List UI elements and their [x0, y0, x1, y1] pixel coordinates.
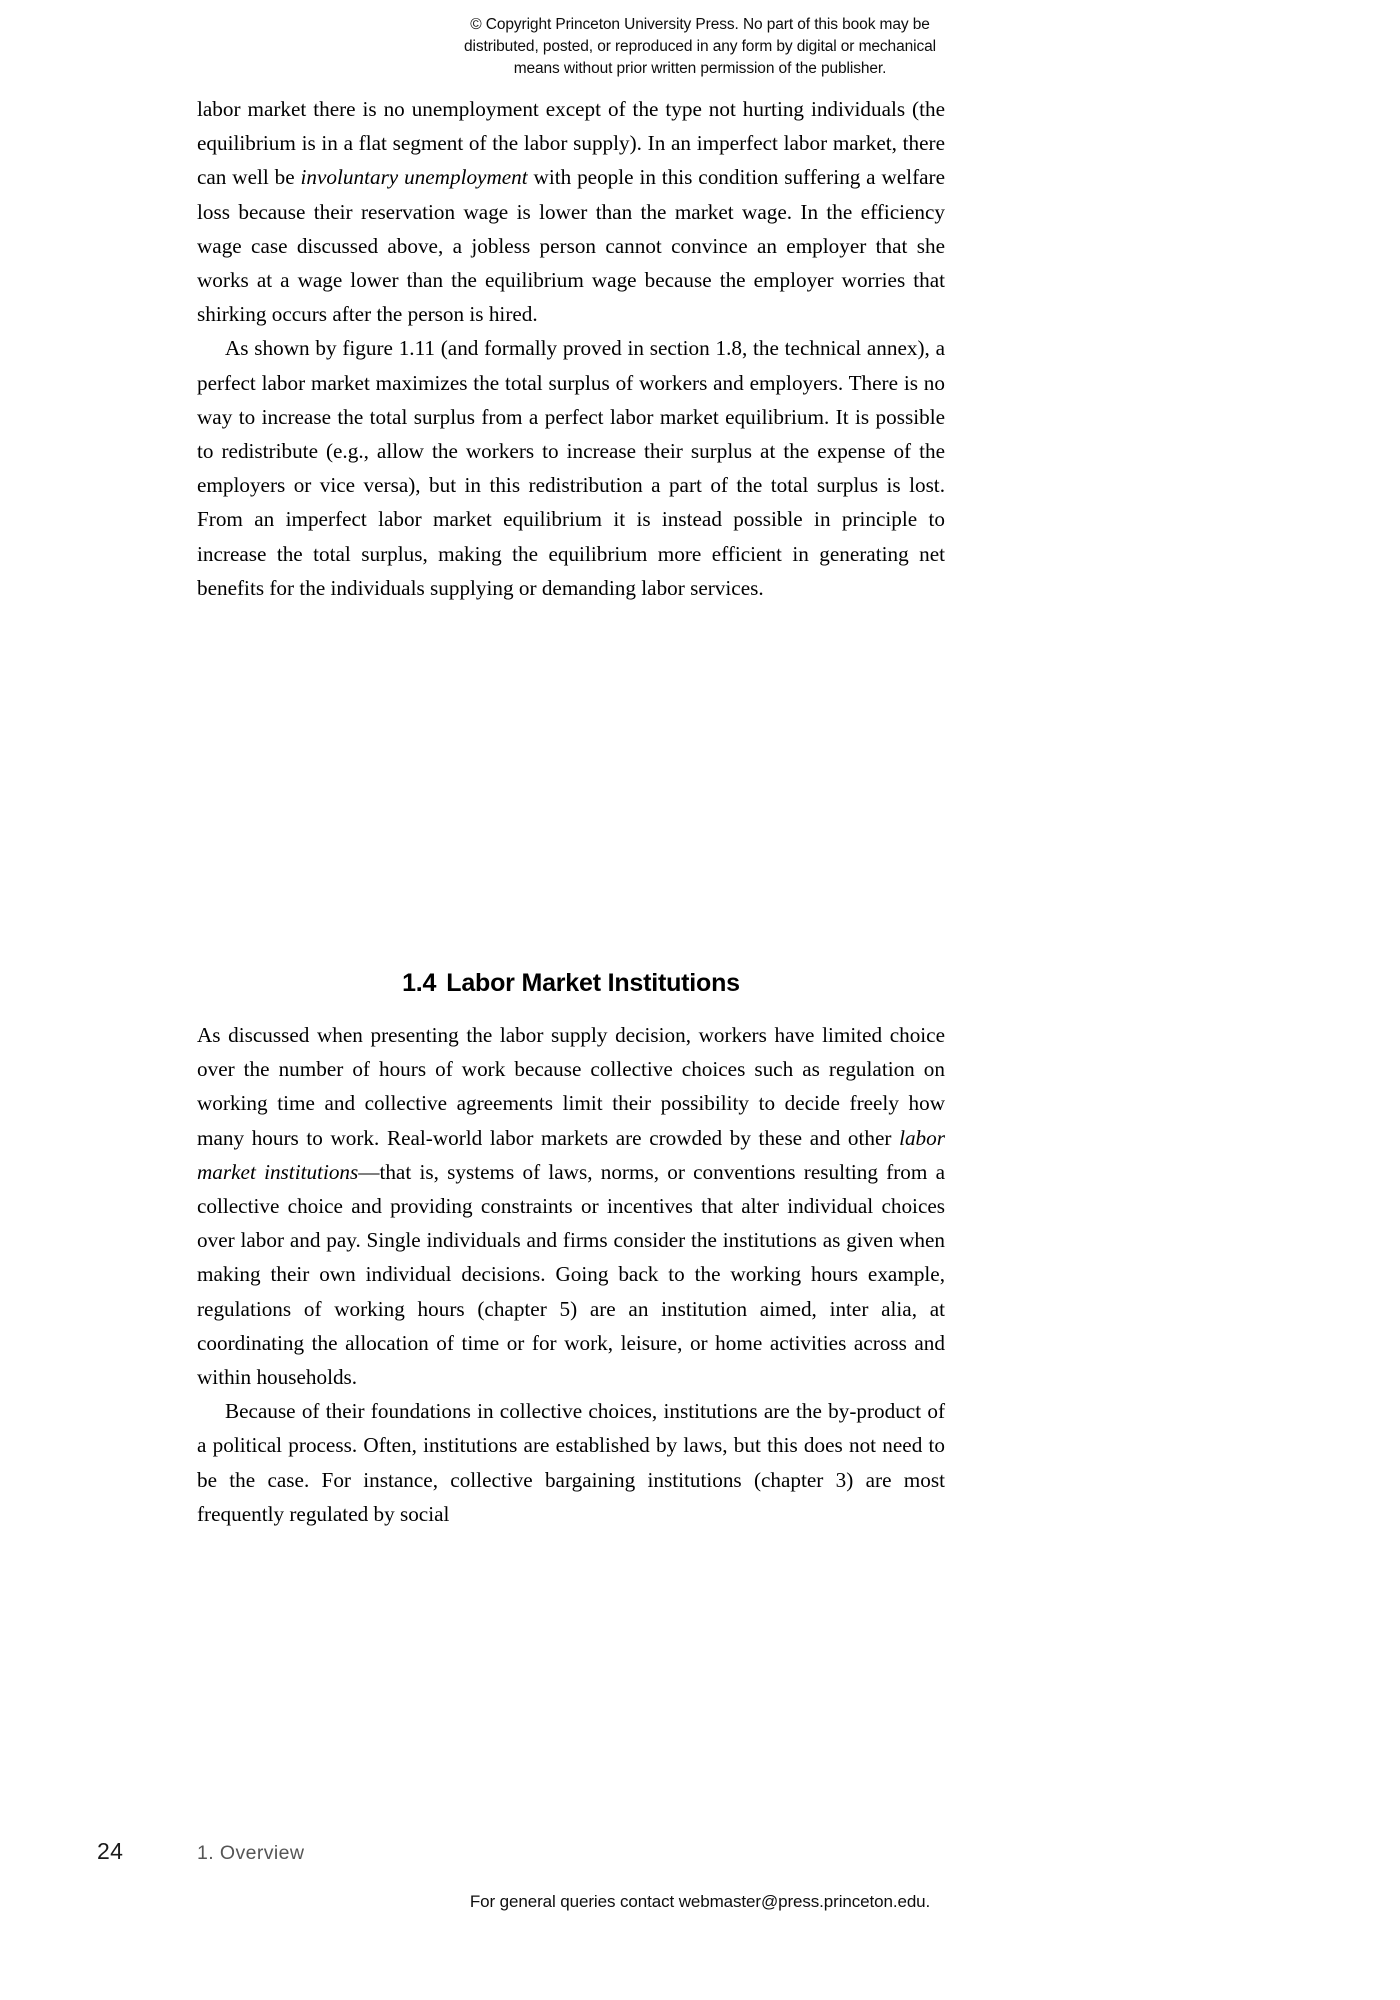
paragraph-collective-choices: Because of their foundations in collective choices, institutions are the by-product of a political process. Often, institutions are established by laws, but this does not need to be the case. For instance, collective bargaining institutions (chapter 3) are most frequently regulated by social	[197, 1399, 945, 1526]
paragraph-surplus: As shown by figure 1.11 (and formally proved in section 1.8, the technical annex), a perfect labor market maximizes the total surplus of workers and employers. There is no way to increase the total surplus from a perfect labor market equilibrium. It is possible to redistribute (e.g., allow the workers to increase their surplus at the expense of the employers or vice versa), but in this redistribution a part of the total surplus is lost. From an imperfect labor market equilibrium it is instead possible in principle to increase the total surplus, making the equilibrium more efficient in generating net benefits for the individuals supplying or demanding labor services.	[197, 336, 945, 600]
paragraph-institutions: As discussed when presenting the labor supply decision, workers have limited choice over the number of hours of work because collective choices such as regulation on working time and collective agreements limit their possibility to decide freely how many hours to work. Real-world labor markets are crowded by these and other labor market institutions—that is, systems of laws, norms, or conventions resulting from a collective choice and providing constraints or incentives that alter individual choices over labor and pay. Single individuals and firms consider the institutions as given when making their own individual decisions. Going back to the working hours example, regulations of working hours (chapter 5) are an institution aimed, inter alia, at coordinating the allocation of time or for work, leisure, or home activities across and within households.	[197, 1023, 945, 1390]
copyright-line-2: distributed, posted, or reproduced in any form by digital or mechanical	[464, 38, 936, 55]
text-column-lower	[197, 1018, 945, 1531]
page-number: 24	[97, 1838, 124, 1864]
copyright-line-3: means without prior written permission of the publisher.	[513, 60, 887, 77]
copyright-notice	[0, 14, 1400, 80]
copyright-line-1: © Copyright Princeton University Press. No part of this book may be	[470, 16, 930, 33]
running-head: 1. Overview	[197, 1842, 305, 1864]
section-heading	[197, 968, 945, 998]
section-title: Labor Market Institutions	[446, 969, 740, 997]
paragraph-continuation: labor market there is no unemployment except of the type not hurting individuals (the equilibrium is in a flat segment of the labor supply). In an imperfect labor market, there can well be involuntary unemployment with people in this condition suffering a welfare loss because their reservation wage is lower than the market wage. In the efficiency wage case discussed above, a jobless person cannot convince an employer that she works at a wage lower than the equilibrium wage because the employer worries that shirking occurs after the person is hired.	[197, 97, 945, 327]
section-number: 1.4	[402, 969, 437, 997]
text-column-upper	[197, 92, 945, 605]
general-queries-line: For general queries contact webmaster@press.princeton.edu.	[469, 1892, 931, 1911]
